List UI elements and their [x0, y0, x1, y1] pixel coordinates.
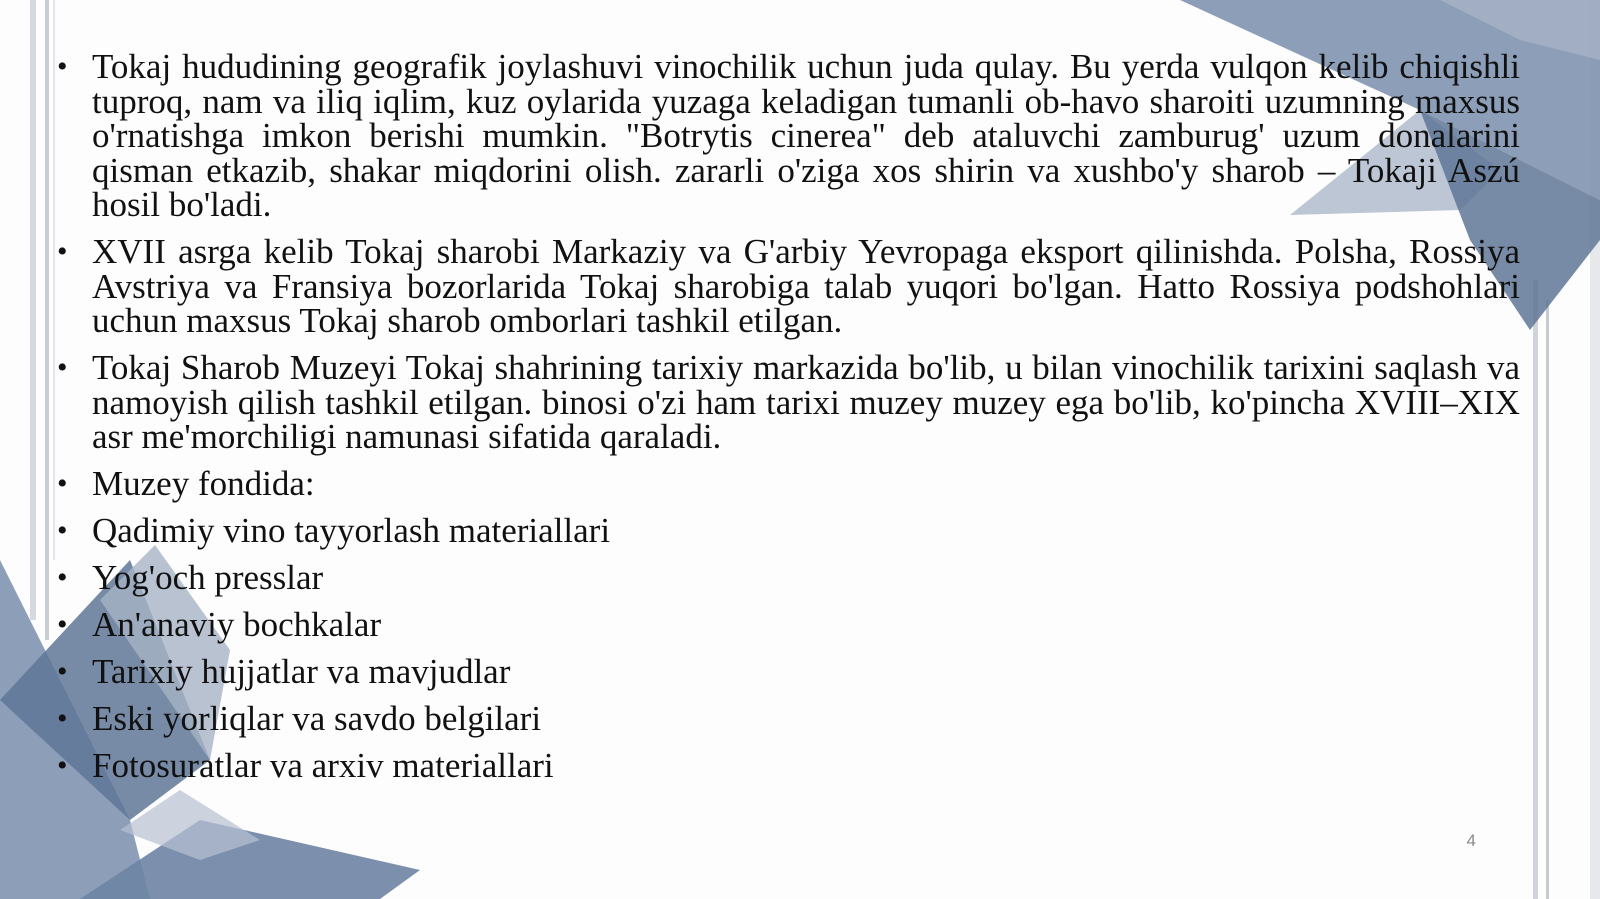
- bullet-item: • Muzey fondida:: [55, 467, 1520, 502]
- bullet-list: [55, 47, 1520, 785]
- slide-content: [55, 47, 1520, 796]
- bullet-item: • Qadimiy vino tayyorlash materiallari: [55, 514, 1520, 549]
- left-stripe-outer: [30, 0, 36, 620]
- page-number: 4: [1466, 831, 1476, 850]
- bullet-item: • An'anaviy bochkalar: [55, 608, 1520, 643]
- bullet-item: • Eski yorliqlar va savdo belgilari: [55, 702, 1520, 737]
- bullet-item: • Tokaj hududining geografik joylashuvi vinochilik uchun juda qulay. Bu yerda vulqon kelib chiqishli tuproq, nam va iliq iqlim, kuz oylarida yuzaga keladigan tumanli ob-havo sharoiti uzumning maxsus o'rnatishga imkon berishi mumkin. "Botrytis cinerea" deb ataluvchi zamburug' uzum donalarini qisman etkazib, shakar miqdorini olish. zararli o'ziga xos shirin va xushbo'y sharob – Tokaji Aszú hosil bo'ladi.: [55, 50, 1520, 223]
- left-stripe-inner: [45, 0, 49, 640]
- bullet-item: • Yog'och presslar: [55, 561, 1520, 596]
- bullet-item: • XVII asrga kelib Tokaj sharobi Markaziy va G'arbiy Yevropaga eksport qilinishda. Polsha, Rossiya Avstriya va Fransiya bozorlarida Tokaj sharobiga talab yuqori bo'lgan. Hatto Rossiya podshohlari uchun maxsus Tokaj sharob omborlari tashkil etilgan.: [55, 235, 1520, 339]
- bullet-item: • Fotosuratlar va arxiv materiallari: [55, 749, 1520, 784]
- right-stripe-2: [1546, 300, 1549, 899]
- right-stripe-1: [1533, 280, 1538, 899]
- bullet-item: • Tokaj Sharob Muzeyi Tokaj shahrining tarixiy markazida bo'lib, u bilan vinochilik tarixini saqlash va namoyish qilish tashkil etilgan. binosi o'zi ham tarixi muzey muzey ega bo'lib, ko'pincha XVIII–XIX asr me'morchiligi namunasi sifatida qaraladi.: [55, 351, 1520, 455]
- bullet-item: • Tarixiy hujjatlar va mavjudlar: [55, 655, 1520, 690]
